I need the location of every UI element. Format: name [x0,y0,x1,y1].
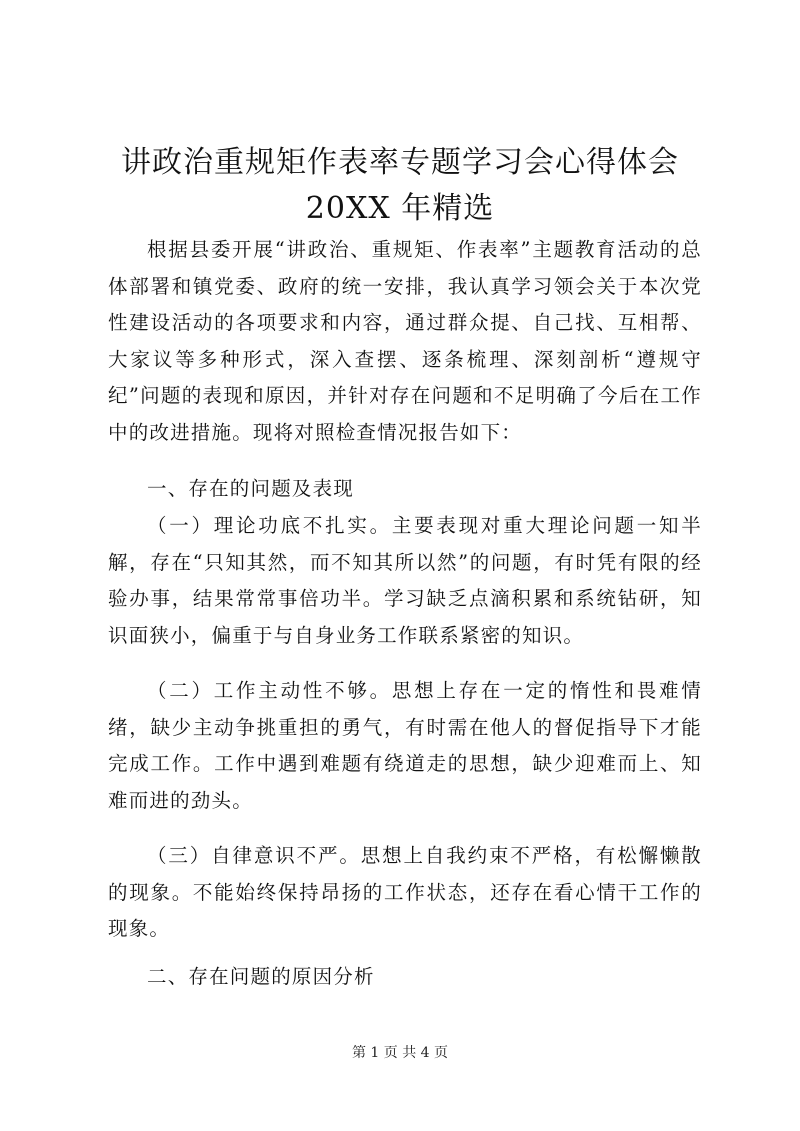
paragraph-intro: 根据县委开展“讲政治、重规矩、作表率”主题教育活动的总体部署和镇党委、政府的统一安排，我认真学习领会关于本次党性建设活动的各项要求和内容，通过群众提、自己找、互相帮、大家议等多种形式，深入查摆、逐条梳理、深刻剖析“遵规守纪”问题的表现和原因，并针对存在问题和不足明确了今后在工作中的改进措施。现将对照检查情况报告如下： [108,238,702,444]
paragraph-problem-3: （三）自律意识不严。思想上自我约束不严格，有松懈懒散的现象。不能始终保持昂扬的工作状态，还存在看心情干工作的现象。 [108,844,702,941]
document-title-line-1: 讲政治重规矩作表率专题学习会心得体会 [121,145,679,180]
paragraph-problem-1: （一）理论功底不扎实。主要表现对重大理论问题一知半解，存在“只知其然，而不知其所以然”的问题，有时凭有限的经验办事，结果常常事倍功半。学习缺乏点滴积累和系统钻研，知识面狭小，偏重于与自身业务工作联系紧密的知识。 [108,514,702,647]
section-heading-problems: 一、存在的问题及表现 [147,477,355,500]
section-heading-causes: 二、存在问题的原因分析 [147,965,375,988]
paragraph-problem-2: （二）工作主动性不够。思想上存在一定的惰性和畏难情绪，缺少主动争挑重担的勇气，有时需在他人的督促指导下才能完成工作。工作中遇到难题有绕道走的思想，缺少迎难而上、知难而进的劲头。 [108,679,702,812]
page-footer: 第 1 页 共 4 页 [351,1045,449,1061]
document-title-line-2: 20XX 年精选 [305,191,495,226]
